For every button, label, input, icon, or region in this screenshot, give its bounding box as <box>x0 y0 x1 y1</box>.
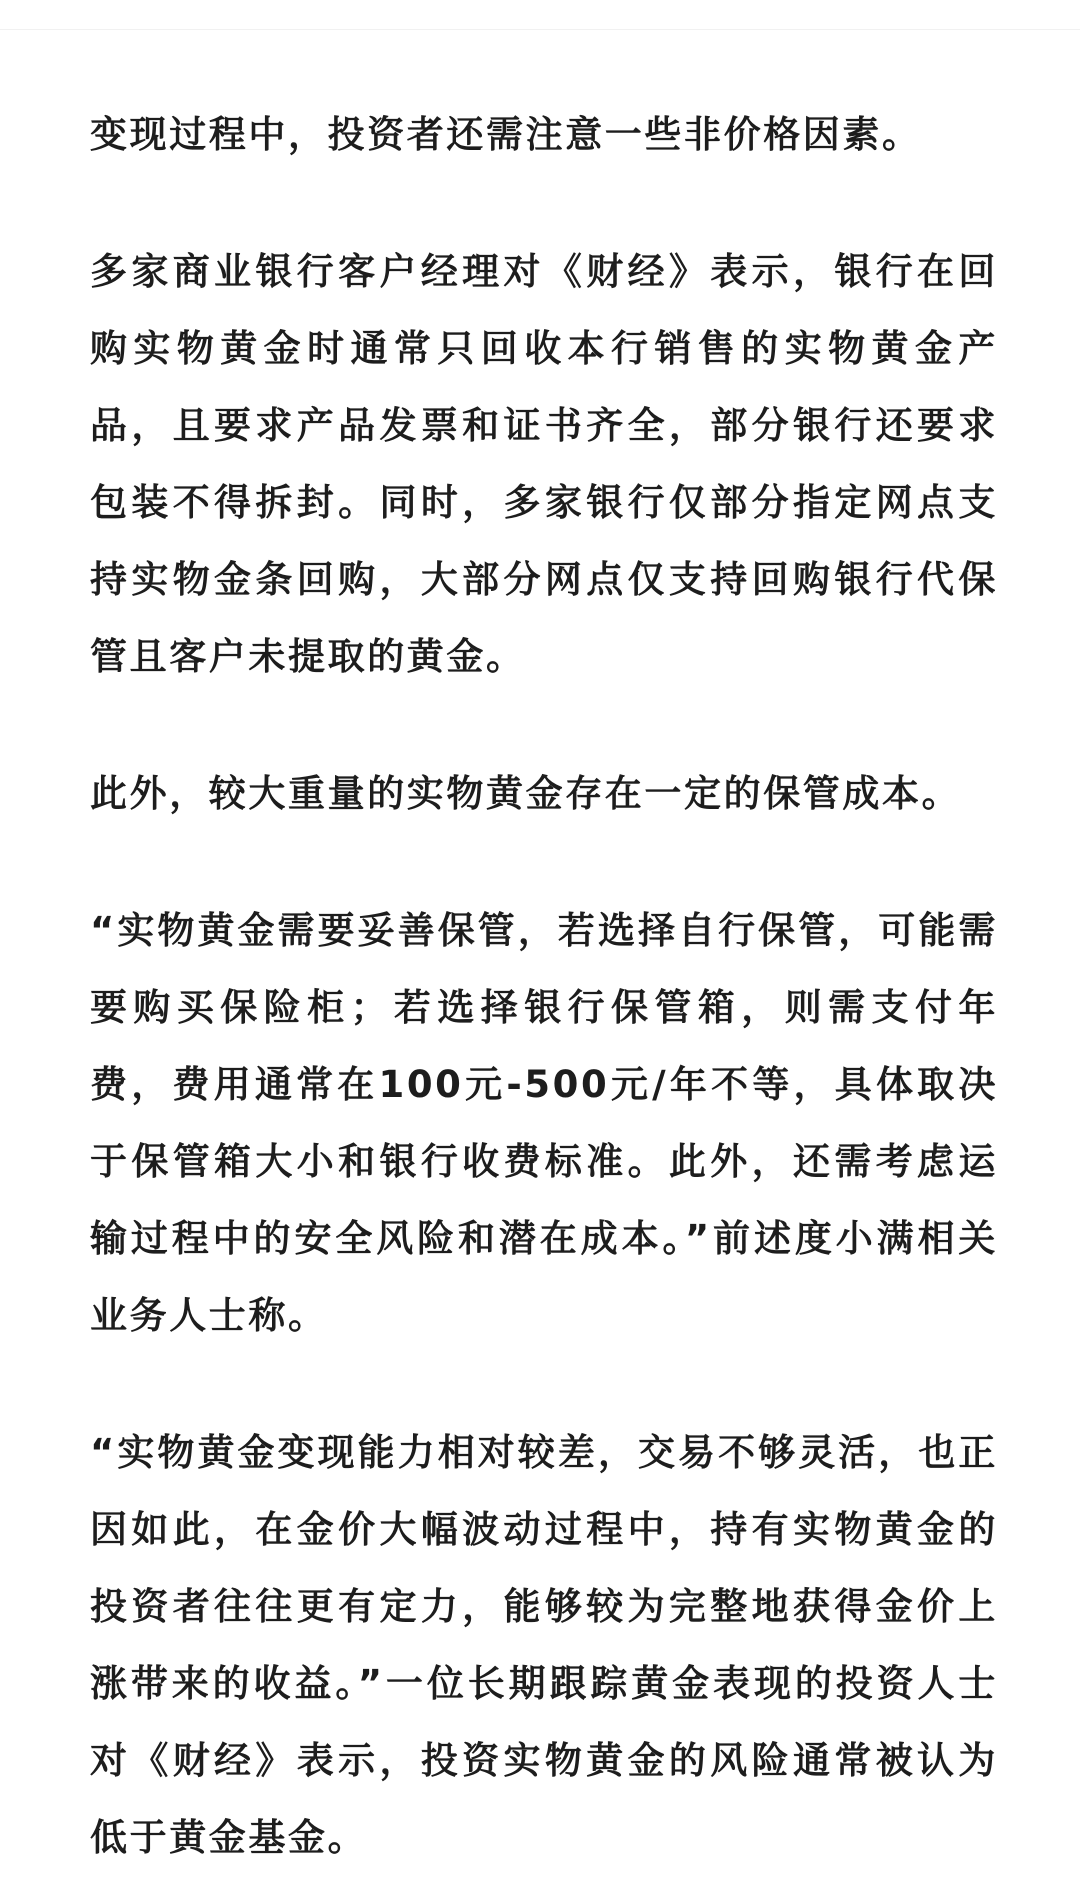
article-paragraph: 多家商业银行客户经理对《财经》表示，银行在回购实物黄金时通常只回收本行销售的实物黄金产品，且要求产品发票和证书齐全，部分银行还要求包装不得拆封。同时，多家银行仅部分指定网点支持实物金条回购，大部分网点仅支持回购银行代保管且客户未提取的黄金。 <box>90 250 998 678</box>
article-body <box>90 96 998 1876</box>
article-paragraph: “实物黄金需要妥善保管，若选择自行保管，可能需要购买保险柜；若选择银行保管箱，则需支付年费，费用通常在100元-500元/年不等，具体取决于保管箱大小和银行收费标准。此外，还需考虑运输过程中的安全风险和潜在成本。”前述度小满相关业务人士称。 <box>90 909 998 1337</box>
article-paragraph: “实物黄金变现能力相对较差，交易不够灵活，也正因如此，在金价大幅波动过程中，持有实物黄金的投资者往往更有定力，能够较为完整地获得金价上涨带来的收益。”一位长期跟踪黄金表现的投资人士对《财经》表示，投资实物黄金的风险通常被认为低于黄金基金。 <box>90 1431 998 1859</box>
top-divider <box>0 0 1080 30</box>
article-paragraph: 此外，较大重量的实物黄金存在一定的保管成本。 <box>90 772 962 815</box>
article-paragraph: 变现过程中，投资者还需注意一些非价格因素。 <box>90 113 922 156</box>
